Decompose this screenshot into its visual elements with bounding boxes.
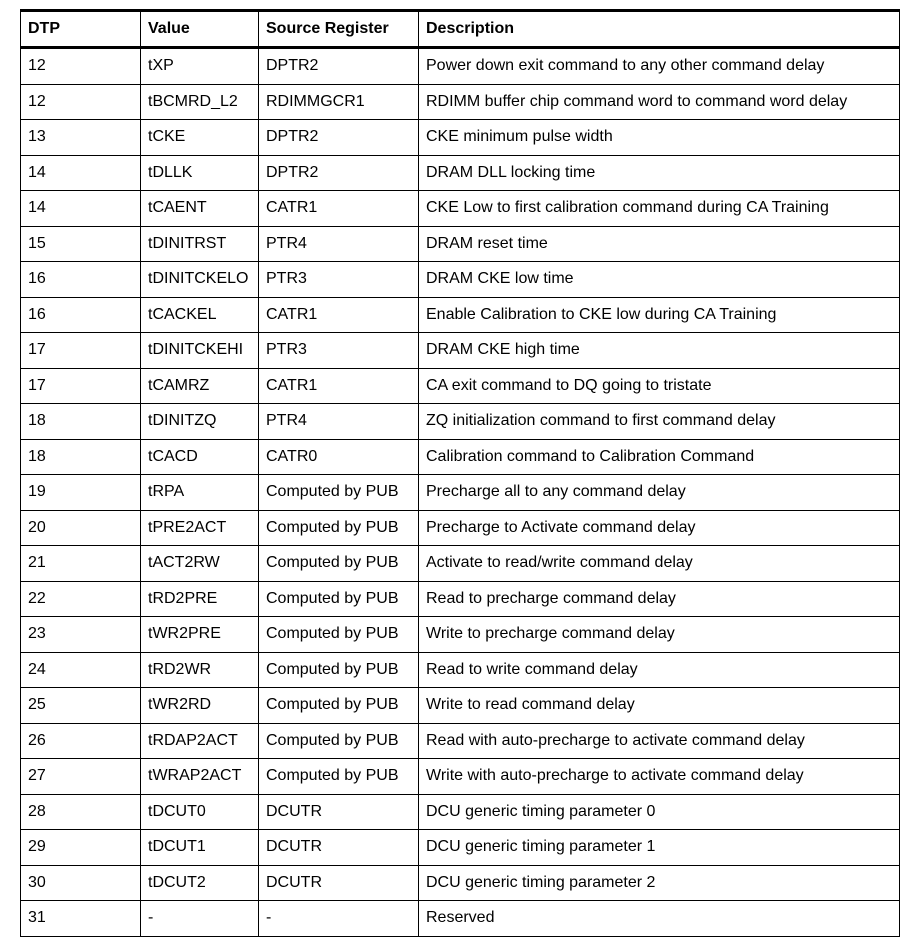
cell-value: tRPA <box>141 475 259 511</box>
cell-description: DCU generic timing parameter 0 <box>419 794 900 830</box>
cell-source-register: DCUTR <box>259 830 419 866</box>
cell-source-register: PTR4 <box>259 226 419 262</box>
cell-description: Activate to read/write command delay <box>419 546 900 582</box>
cell-dtp: 19 <box>21 475 141 511</box>
table-row <box>21 723 900 759</box>
cell-source-register: DCUTR <box>259 794 419 830</box>
cell-value: tDLLK <box>141 155 259 191</box>
cell-source-register: DCUTR <box>259 865 419 901</box>
cell-source-register: Computed by PUB <box>259 581 419 617</box>
table-row <box>21 84 900 120</box>
cell-value: tRDAP2ACT <box>141 723 259 759</box>
table-row <box>21 297 900 333</box>
table-row <box>21 262 900 298</box>
table-row <box>21 226 900 262</box>
cell-description: DCU generic timing parameter 1 <box>419 830 900 866</box>
header-description: Description <box>419 11 900 48</box>
table-row <box>21 48 900 85</box>
cell-value: tCACD <box>141 439 259 475</box>
cell-source-register: DPTR2 <box>259 155 419 191</box>
table-row <box>21 546 900 582</box>
table-row <box>21 581 900 617</box>
cell-description: CKE Low to first calibration command during CA Training <box>419 191 900 227</box>
cell-dtp: 24 <box>21 652 141 688</box>
cell-dtp: 12 <box>21 84 141 120</box>
table-row <box>21 688 900 724</box>
cell-description: Reserved <box>419 901 900 937</box>
cell-source-register: CATR1 <box>259 297 419 333</box>
table-row <box>21 901 900 937</box>
cell-description: DRAM DLL locking time <box>419 155 900 191</box>
table-row <box>21 794 900 830</box>
cell-description: DCU generic timing parameter 2 <box>419 865 900 901</box>
cell-description: CA exit command to DQ going to tristate <box>419 368 900 404</box>
header-row <box>21 11 900 48</box>
cell-dtp: 27 <box>21 759 141 795</box>
cell-description: DRAM CKE high time <box>419 333 900 369</box>
cell-description: Power down exit command to any other command delay <box>419 48 900 85</box>
cell-dtp: 22 <box>21 581 141 617</box>
dtp-table-container <box>20 9 899 937</box>
cell-source-register: PTR3 <box>259 262 419 298</box>
cell-description: DRAM reset time <box>419 226 900 262</box>
cell-dtp: 29 <box>21 830 141 866</box>
cell-value: tDINITCKELO <box>141 262 259 298</box>
table-row <box>21 404 900 440</box>
header-value: Value <box>141 11 259 48</box>
cell-description: Precharge all to any command delay <box>419 475 900 511</box>
dtp-table <box>20 9 900 937</box>
cell-source-register: Computed by PUB <box>259 688 419 724</box>
cell-value: tWR2PRE <box>141 617 259 653</box>
table-row <box>21 155 900 191</box>
cell-dtp: 17 <box>21 333 141 369</box>
cell-description: Read to precharge command delay <box>419 581 900 617</box>
cell-source-register: CATR1 <box>259 368 419 404</box>
cell-value: tWRAP2ACT <box>141 759 259 795</box>
cell-value: tACT2RW <box>141 546 259 582</box>
cell-dtp: 31 <box>21 901 141 937</box>
header-dtp: DTP <box>21 11 141 48</box>
cell-dtp: 21 <box>21 546 141 582</box>
cell-dtp: 18 <box>21 404 141 440</box>
cell-value: tBCMRD_L2 <box>141 84 259 120</box>
cell-description: Precharge to Activate command delay <box>419 510 900 546</box>
table-row <box>21 759 900 795</box>
cell-dtp: 25 <box>21 688 141 724</box>
cell-source-register: PTR4 <box>259 404 419 440</box>
cell-dtp: 12 <box>21 48 141 85</box>
table-row <box>21 617 900 653</box>
cell-source-register: Computed by PUB <box>259 723 419 759</box>
cell-source-register: DPTR2 <box>259 48 419 85</box>
cell-description: Enable Calibration to CKE low during CA Training <box>419 297 900 333</box>
cell-description: ZQ initialization command to first command delay <box>419 404 900 440</box>
cell-description: Read with auto-precharge to activate command delay <box>419 723 900 759</box>
cell-value: tCKE <box>141 120 259 156</box>
cell-value: - <box>141 901 259 937</box>
cell-description: RDIMM buffer chip command word to command word delay <box>419 84 900 120</box>
cell-source-register: CATR1 <box>259 191 419 227</box>
cell-source-register: RDIMMGCR1 <box>259 84 419 120</box>
cell-description: Write with auto-precharge to activate command delay <box>419 759 900 795</box>
cell-value: tDINITZQ <box>141 404 259 440</box>
table-row <box>21 865 900 901</box>
table-header <box>21 11 900 48</box>
cell-dtp: 28 <box>21 794 141 830</box>
table-body <box>21 48 900 937</box>
cell-value: tDCUT0 <box>141 794 259 830</box>
table-row <box>21 439 900 475</box>
cell-source-register: Computed by PUB <box>259 652 419 688</box>
cell-source-register: Computed by PUB <box>259 617 419 653</box>
cell-value: tDCUT2 <box>141 865 259 901</box>
cell-source-register: Computed by PUB <box>259 475 419 511</box>
cell-dtp: 14 <box>21 155 141 191</box>
cell-dtp: 16 <box>21 262 141 298</box>
cell-dtp: 16 <box>21 297 141 333</box>
cell-dtp: 26 <box>21 723 141 759</box>
cell-value: tCAMRZ <box>141 368 259 404</box>
cell-dtp: 20 <box>21 510 141 546</box>
cell-source-register: CATR0 <box>259 439 419 475</box>
cell-source-register: - <box>259 901 419 937</box>
cell-dtp: 15 <box>21 226 141 262</box>
cell-description: Read to write command delay <box>419 652 900 688</box>
cell-value: tDINITCKEHI <box>141 333 259 369</box>
table-row <box>21 120 900 156</box>
cell-dtp: 23 <box>21 617 141 653</box>
table-row <box>21 333 900 369</box>
cell-dtp: 13 <box>21 120 141 156</box>
cell-value: tCACKEL <box>141 297 259 333</box>
cell-description: Write to read command delay <box>419 688 900 724</box>
table-row <box>21 510 900 546</box>
table-row <box>21 475 900 511</box>
cell-value: tCAENT <box>141 191 259 227</box>
cell-source-register: Computed by PUB <box>259 510 419 546</box>
table-row <box>21 191 900 227</box>
table-row <box>21 368 900 404</box>
cell-value: tXP <box>141 48 259 85</box>
cell-value: tPRE2ACT <box>141 510 259 546</box>
cell-description: DRAM CKE low time <box>419 262 900 298</box>
cell-value: tDCUT1 <box>141 830 259 866</box>
cell-description: Calibration command to Calibration Command <box>419 439 900 475</box>
cell-value: tDINITRST <box>141 226 259 262</box>
cell-dtp: 30 <box>21 865 141 901</box>
cell-source-register: Computed by PUB <box>259 546 419 582</box>
cell-value: tWR2RD <box>141 688 259 724</box>
table-row <box>21 652 900 688</box>
cell-source-register: PTR3 <box>259 333 419 369</box>
cell-source-register: Computed by PUB <box>259 759 419 795</box>
cell-value: tRD2PRE <box>141 581 259 617</box>
cell-dtp: 14 <box>21 191 141 227</box>
cell-description: Write to precharge command delay <box>419 617 900 653</box>
cell-dtp: 17 <box>21 368 141 404</box>
table-row <box>21 830 900 866</box>
cell-value: tRD2WR <box>141 652 259 688</box>
cell-dtp: 18 <box>21 439 141 475</box>
header-source-register: Source Register <box>259 11 419 48</box>
cell-source-register: DPTR2 <box>259 120 419 156</box>
cell-description: CKE minimum pulse width <box>419 120 900 156</box>
